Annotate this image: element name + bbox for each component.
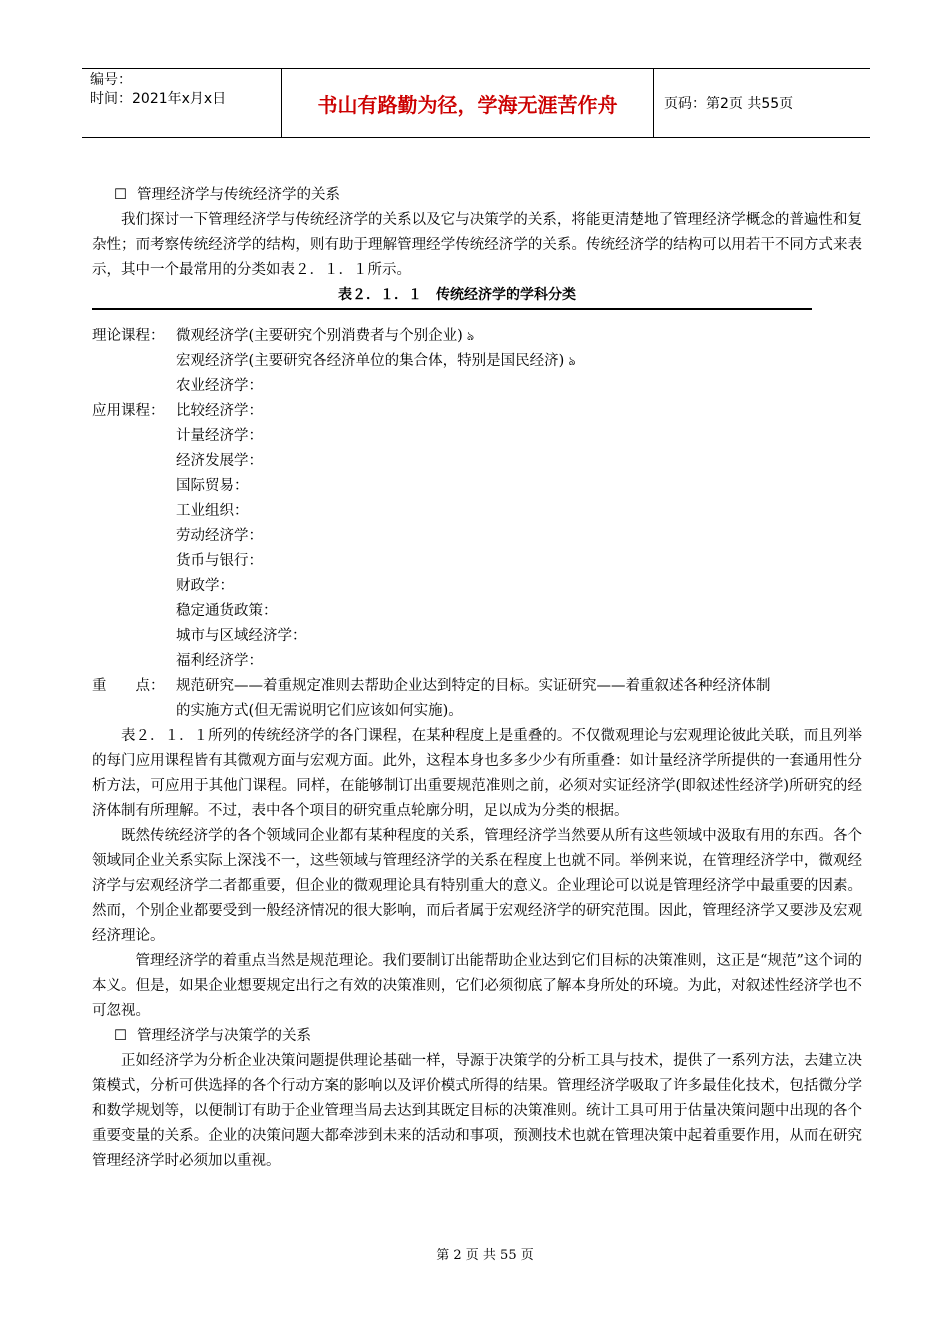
page-header (82, 68, 870, 138)
number-label: 编号： (90, 72, 132, 88)
list-item: 工业组织： (176, 503, 249, 519)
table-row (92, 399, 862, 424)
focus-label: 重 点： (92, 678, 165, 694)
list-item: 国际贸易： (176, 478, 249, 494)
header-meta (82, 69, 282, 137)
ornament-icon: ঌ (568, 354, 576, 368)
list-item: 城市与区域经济学： (176, 628, 307, 644)
list-item: 财政学： (176, 578, 234, 594)
table-row (92, 374, 862, 399)
table-row (92, 349, 862, 374)
focus-text: 规范研究——着重规定准则去帮助企业达到特定的目标。实证研究——着重叙述各种经济体制 (176, 678, 771, 694)
focus-row (92, 674, 862, 699)
list-item: 经济发展学： (176, 453, 263, 469)
header-page-info: 页码：第2页 共55页 (664, 96, 794, 112)
document-body (92, 183, 862, 1174)
list-item: 货币与银行： (176, 553, 263, 569)
time-label: 时间：2021年x月x日 (90, 91, 227, 107)
theory-label: 理论课程： (92, 328, 165, 344)
list-item: 稳定通货政策： (176, 603, 278, 619)
checkbox-icon: ☐ (114, 1028, 127, 1044)
ornament-icon: ঌ (466, 329, 475, 343)
table-row (92, 449, 862, 474)
list-item: 微观经济学(主要研究个别消费者与个别企业) ঌ (176, 328, 475, 344)
applied-label: 应用课程： (92, 403, 165, 419)
page-footer: 第 2 页 共 55 页 (436, 1248, 534, 1263)
table-row (92, 574, 862, 599)
section-heading-2 (92, 1024, 862, 1049)
intro-paragraph: 我们探讨一下管理经济学与传统经济学的关系以及它与决策学的关系，将能更清楚地了管理经济学概念的普遍性和复杂性；而考察传统经济学的结构，则有助于理解管理经学传统经济学的关系。传统经济学的结构可以用若干不同方式来表示，其中一个最常用的分类如表２．１．１所示。 (92, 212, 862, 278)
body-paragraph-3: 管理经济学的着重点当然是规范理论。我们要制订出能帮助企业达到它们目标的决策准则，这正是“规范”这个词的本义。但是，如果企业想要规定出行之有效的决策准则，它们必须彻底了解本身所处的环境。为此，对叙述性经济学也不可忽视。 (92, 953, 862, 1019)
table-row (92, 424, 862, 449)
list-item: 比较经济学： (176, 403, 263, 419)
checkbox-icon: ☐ (114, 187, 127, 203)
table-row (92, 499, 862, 524)
table-row (92, 599, 862, 624)
classification-table (92, 324, 862, 724)
list-item: 农业经济学： (176, 378, 263, 394)
body-paragraph-1: 表２．１．１所列的传统经济学的各门课程，在某种程度上是重叠的。不仅微观理论与宏观理论彼此关联，而且列举的每门应用课程皆有其微观方面与宏观方面。此外，这程本身也多多少少有所重叠：如计量经济学所提供的一套通用性分析方法，可应用于其他门课程。同样，在能够制订出重要规范准则之前，必须对实证经济学(即叙述性经济学)所研究的经济体制有所理解。不过，表中各个项目的研究重点轮廓分明，足以成为分类的根据。 (92, 728, 862, 819)
list-item: 计量经济学： (176, 428, 263, 444)
body-paragraph-4: 正如经济学为分析企业决策问题提供理论基础一样，导源于决策学的分析工具与技术，提供了一系列方法，去建立决策模式，分析可供选择的各个行动方案的影响以及评价模式所得的结果。管理经济学吸取了许多最佳化技术，包括微分学和数学规划等，以便制订有助于企业管理当局去达到其既定目标的决策准则。统计工具可用于估量决策问题中出现的各个重要变量的关系。企业的决策问题大都牵涉到未来的活动和事项，预测技术也就在管理决策中起着重要作用，从而在研究管理经济学时必须加以重视。 (92, 1053, 862, 1169)
list-item: 宏观经济学(主要研究各经济单位的集合体，特别是国民经济) ঌ (176, 353, 576, 369)
body-paragraph-2: 既然传统经济学的各个领域同企业都有某种程度的关系，管理经济学当然要从所有这些领域中汲取有用的东西。各个领域同企业关系实际上深浅不一，这些领域与管理经济学的关系在程度上也就不同。举例来说，在管理经济学中，微观经济学与宏观经济学二者都重要，但企业的微观理论具有特别重大的意义。企业理论可以说是管理经济学中最重要的因素。然而，个别企业都要受到一般经济情况的很大影响，而后者属于宏观经济学的研究范围。因此，管理经济学又要涉及宏观经济理论。 (92, 828, 862, 944)
section-heading-1-text: 管理经济学与传统经济学的关系 (137, 187, 340, 203)
table-row (92, 524, 862, 549)
section-heading-1 (92, 183, 862, 208)
focus-continuation: 的实施方式(但无需说明它们应该如何实施)。 (176, 703, 463, 719)
table-row (92, 624, 862, 649)
header-motto: 书山有路勤为径，学海无涯苦作舟 (282, 69, 654, 137)
table-row (92, 649, 862, 674)
table-caption: 表２．１．１ 传统经济学的学科分类 (338, 287, 576, 303)
table-row (92, 324, 862, 349)
table-row (92, 474, 862, 499)
table-rule (92, 308, 812, 310)
table-row (92, 549, 862, 574)
list-item: 福利经济学： (176, 653, 263, 669)
section-heading-2-text: 管理经济学与决策学的关系 (137, 1028, 311, 1044)
list-item: 劳动经济学： (176, 528, 263, 544)
